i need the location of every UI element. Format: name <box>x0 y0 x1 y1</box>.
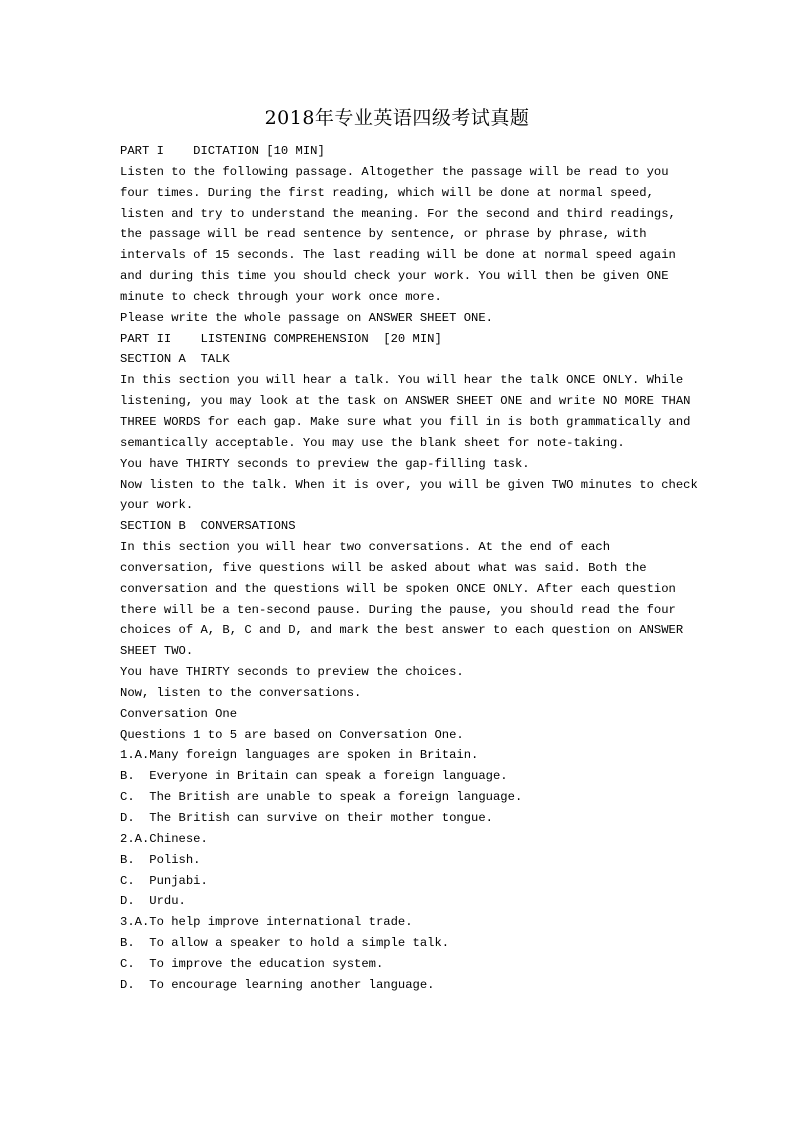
text-line: 3.A.To help improve international trade. <box>120 915 413 930</box>
text-line: PART I DICTATION [10 MIN] <box>120 144 325 158</box>
text-line: your work. <box>120 498 194 513</box>
text-line: conversation, five questions will be asked about what was said. Both the <box>120 560 647 575</box>
text-line: B. Everyone in Britain can speak a foreign language. <box>120 769 508 784</box>
text-line: C. Punjabi. <box>120 873 208 888</box>
text-line: Questions 1 to 5 are based on Conversation One. <box>120 727 464 742</box>
text-line: intervals of 15 seconds. The last reading will be done at normal speed again <box>120 248 676 263</box>
text-line: there will be a ten-second pause. During the pause, you should read the four <box>120 602 676 617</box>
text-line: C. The British are unable to speak a foreign language. <box>120 790 523 805</box>
text-line: choices of A, B, C and D, and mark the best answer to each question on ANSWER <box>120 623 684 638</box>
document-body <box>120 141 698 996</box>
text-line: Now, listen to the conversations. <box>120 685 362 700</box>
text-line: D. The British can survive on their mother tongue. <box>120 811 493 825</box>
text-line: 1.A.Many foreign languages are spoken in Britain. <box>120 748 479 763</box>
text-line: C. To improve the education system. <box>120 956 384 971</box>
text-line: Conversation One <box>120 706 238 721</box>
text-line: B. To allow a speaker to hold a simple talk. <box>120 936 450 951</box>
text-line: In this section you will hear two conversations. At the end of each <box>120 540 611 555</box>
text-line: semantically acceptable. You may use the blank sheet for note-taking. <box>120 435 625 450</box>
text-line: listen and try to understand the meaning. For the second and third readings, <box>120 206 676 221</box>
text-line: Please write the whole passage on ANSWER SHEET ONE. <box>120 310 493 325</box>
text-line: You have THIRTY seconds to preview the gap-filling task. <box>120 456 530 471</box>
text-line: PART II LISTENING COMPREHENSION [20 MIN] <box>120 331 442 346</box>
document-title: 2018年专业英语四级考试真题 <box>264 107 530 129</box>
text-line: and during this time you should check your work. You will then be given ONE <box>120 269 669 284</box>
text-line: listening, you may look at the task on ANSWER SHEET ONE and write NO MORE THAN <box>120 394 691 409</box>
text-line: B. Polish. <box>120 852 201 867</box>
text-line: THREE WORDS for each gap. Make sure what you fill in is both grammatically and <box>120 414 691 429</box>
text-line: SECTION A TALK <box>120 352 230 367</box>
text-line: Listen to the following passage. Altogether the passage will be read to you <box>120 164 669 179</box>
text-line: In this section you will hear a talk. You will hear the talk ONCE ONLY. While <box>120 373 684 388</box>
text-line: 2.A.Chinese. <box>120 831 208 846</box>
text-line: D. To encourage learning another language. <box>120 977 435 992</box>
text-line: SHEET TWO. <box>120 644 194 659</box>
text-line: You have THIRTY seconds to preview the choices. <box>120 665 464 680</box>
text-line: minute to check through your work once more. <box>120 289 442 304</box>
text-line: D. Urdu. <box>120 894 186 909</box>
text-line: conversation and the questions will be spoken ONCE ONLY. After each question <box>120 581 676 596</box>
text-line: the passage will be read sentence by sentence, or phrase by phrase, with <box>120 227 647 242</box>
text-line: SECTION B CONVERSATIONS <box>120 519 296 534</box>
text-line: four times. During the first reading, which will be done at normal speed, <box>120 185 654 200</box>
text-line: Now listen to the talk. When it is over, you will be given TWO minutes to check <box>120 477 698 492</box>
